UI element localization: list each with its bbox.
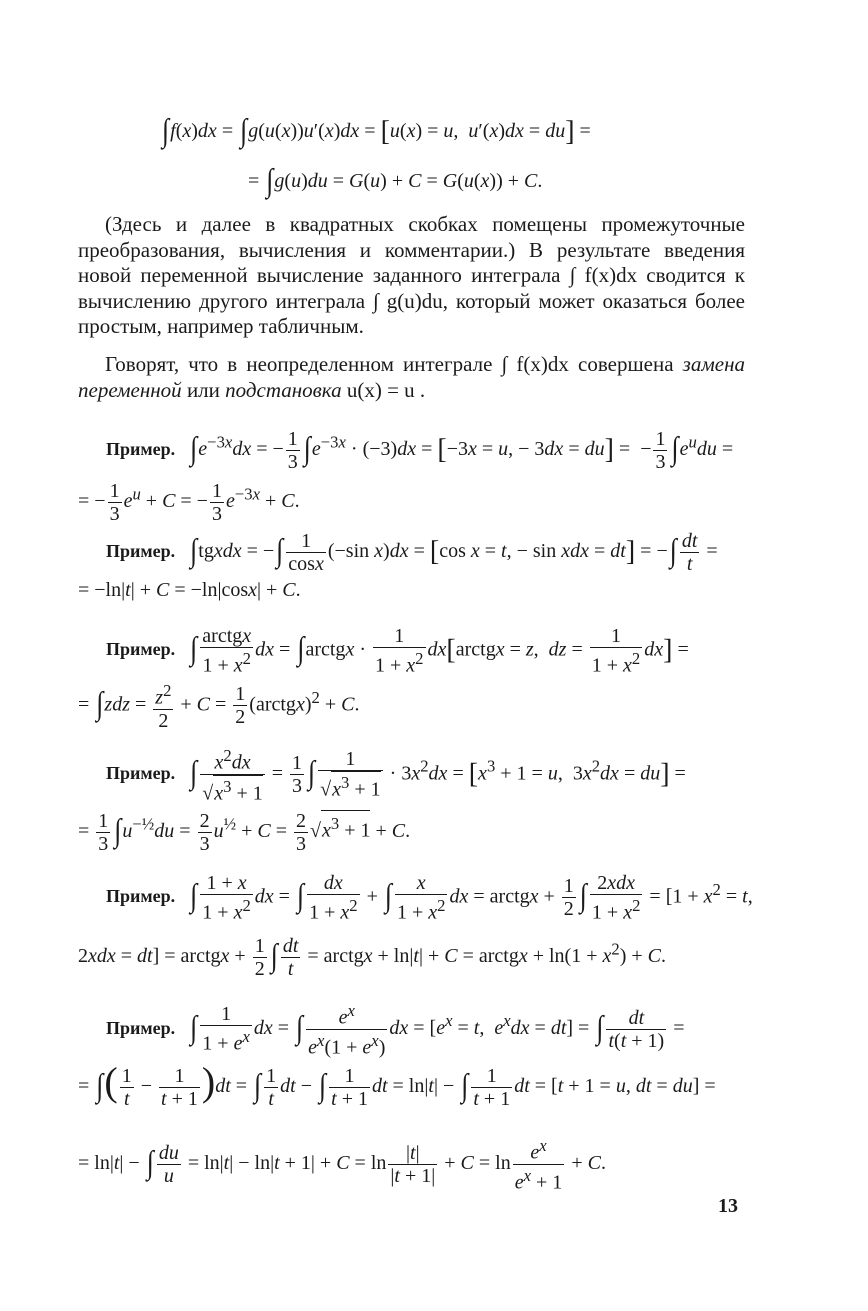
term-substitution2: подстановка [225, 377, 342, 402]
example-2-line2: = −ln|t| + C = −ln|cosx| + C. [78, 579, 301, 601]
formula-substitution-line1: ∫f(x)dx = ∫g(u(x))u′(x)dx = [u(x) = u, u′(x)dx = du] = [162, 112, 591, 149]
example-label: Пример. [106, 886, 176, 907]
example-6-line1: Пример. ∫ $\frac{1}{1 + e^x}$ dx = ∫ $\frac{e^x}{e^x(1 + e^x)}$ dx = [$e^x = t$, $e^xdx = dt$] = ∫ $\frac{dt}{t(t + 1)}$ = [106, 1001, 685, 1059]
example-6-line2: = ∫( $\frac{1}{t}$ − $\frac{1}{t + 1}$ )dt = ∫ $\frac{1}{t}$ dt − ∫ $\frac{1}{t + 1}$ dt = ln|t| − ∫ $\frac{1}{t + 1}$ dt = [t + 1 = u, dt = du] = [78, 1059, 716, 1110]
example-3-line1: Пример. ∫ $\frac{\text{arctgx}}{1 + x^2}$ dx = ∫arctgx · $\frac{1}{1 + x^2}$ dx[arctgx = z, dz = $\frac{1}{1 + x^2}$ dx] = [106, 625, 689, 677]
formula-substitution-line2: = ∫g(u)du = G(u) + C = G(u(x)) + C. [248, 162, 543, 199]
example-4-line1: Пример. ∫ $\frac{x^2dx}{√x^3 + 1}$ = $\frac{1}{3}$ ∫ $\frac{1}{√x^3 + 1}$ · $3x^2dx = [x^3 + 1 = u$, $3x^2dx = du$] = [106, 746, 686, 805]
example-5-line1: Пример. ∫ $\frac{1 + x}{1 + x^2}$ dx = ∫ $\frac{dx}{1 + x^2}$ + ∫ $\frac{x}{1 + x^2}$ dx = arctgx + $\frac{1}{2}$ ∫ $\frac{\text{2xdx}}{1 + x^2}$ = [$1 + x^2 = t$, [106, 872, 753, 924]
paragraph-definition [78, 352, 745, 403]
example-1-line1: Пример. $\int e^{-3x}dx$ = − $\frac{1}{3}$ $\int e^{-3x} \cdot (-3)dx = [-3x = u$, − 3dx = du] = − $\frac{1}{3}$ $\int e^udu$ = [106, 428, 734, 473]
example-1-line2: = − $\frac{1}{3}$ $e^u + C$ = − $\frac{1}{3}$ $e^{-3x} + C$. [78, 480, 300, 525]
paragraph2-mid: или [181, 377, 226, 402]
paragraph-explanation [78, 212, 745, 340]
term-substitution: замена переменной [78, 352, 745, 402]
example-6-line3: = ln|t| − ∫ $\frac{du}{u}$ = ln|t| − ln|t + 1| + C = ln $\frac{|t|}{|t + 1|}$ + C = ln $\frac{e^x}{e^x + 1}$ + C. [78, 1136, 606, 1194]
page-number: 13 [718, 1195, 738, 1217]
example-2-line1: Пример. ∫tgxdx = −∫ $\frac{1}{\cos x}$ (−sin x)dx = [cos x = t, − sin xdx = dt] = −∫ $\frac{dt}{t}$ = [106, 530, 718, 575]
paragraph2-end: u(x) = u . [341, 377, 426, 402]
example-3-line2: = ∫zdz = $\frac{z^2}{2}$ + C = $\frac{1}{2}$ (arctgx)$^2$ + C. [78, 681, 360, 732]
example-label: Пример. [106, 541, 176, 562]
example-4-line2: = $\frac{1}{3}$ $\int u^{-\frac{1}{2}}du$ = $\frac{2}{3}$ $u^{\frac{1}{2}} + C$ = $\frac{2}{3}$ $√x^3 + 1 + C$. [78, 810, 411, 855]
example-label: Пример. [106, 639, 176, 660]
example-label: Пример. [106, 439, 176, 460]
example-5-line2: 2xdx = dt] = arctgx + $\frac{1}{2}$ ∫ $\frac{dt}{t}$ = arctgx + ln|t| + C = arctgx + $\ln(1 + x^2) + C$. [78, 935, 667, 980]
example-label: Пример. [106, 1017, 176, 1038]
paragraph-text: (Здесь и далее в квадратных скобках помещены промежуточные преобразования, вычисления и комментарии.) В результате введения новой переменной вычисление заданного интеграла ∫ f(x)dx сводится к вычислению другого интеграла ∫ g(u)du, который может оказаться более простым, например табличным. [78, 212, 745, 338]
example-label: Пример. [106, 763, 176, 784]
paragraph2-start: Говорят, что в неопределенном интеграле ∫ f(x)dx совершена [105, 352, 683, 376]
